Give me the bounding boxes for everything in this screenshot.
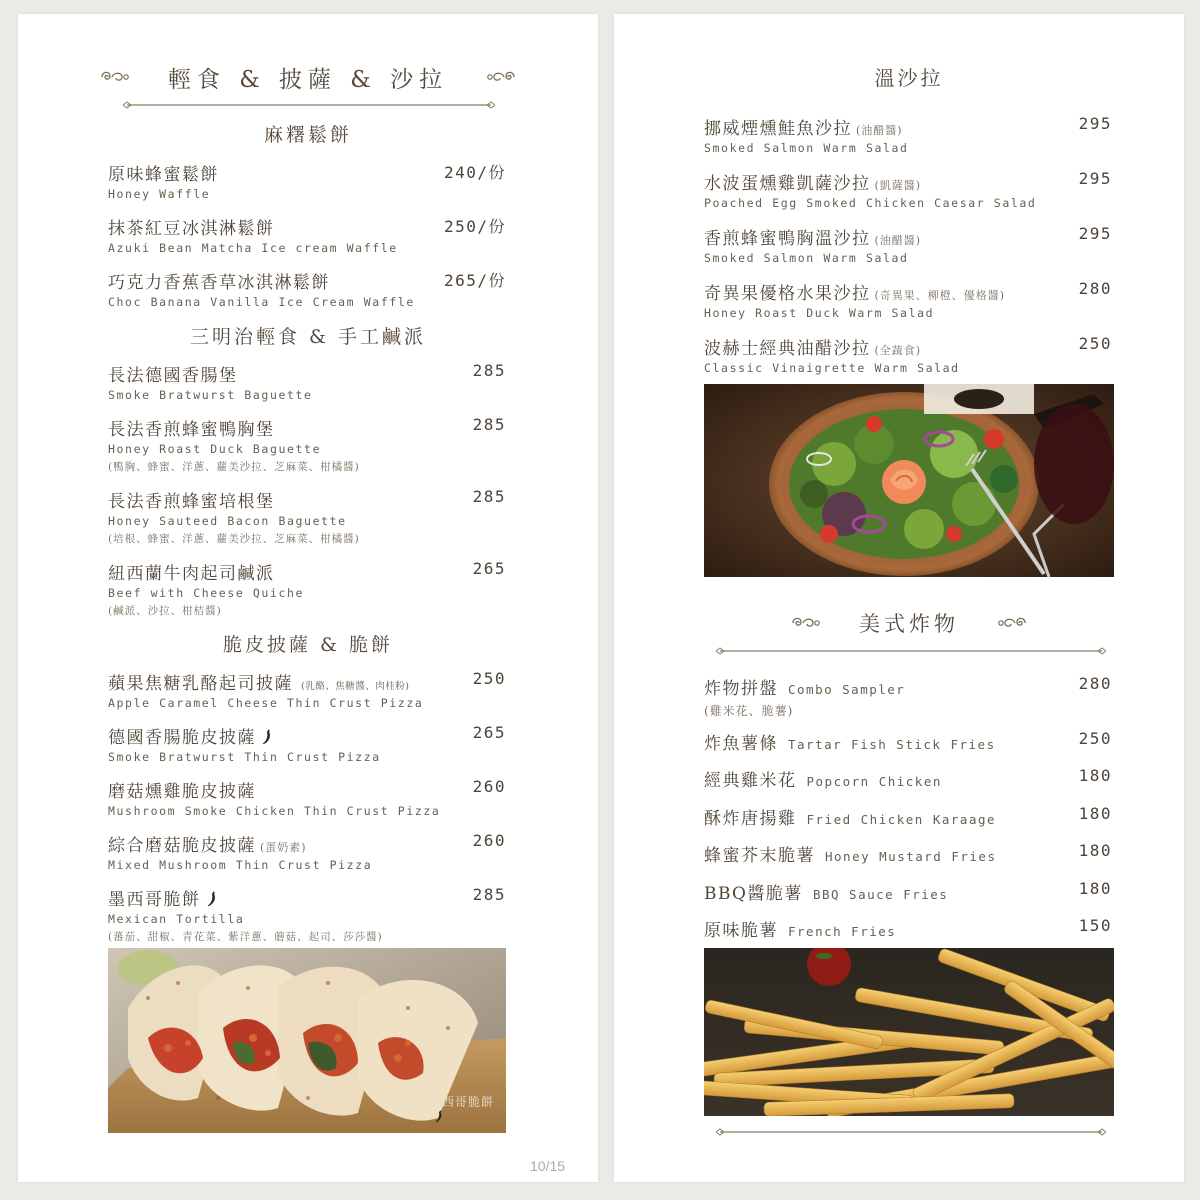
menu-item — [108, 487, 360, 546]
item-english: Honey Mustard Fries — [825, 849, 997, 864]
item-name: 挪威煙燻鮭魚沙拉 — [704, 119, 852, 139]
item-name: 蜂蜜芥末脆薯 — [704, 846, 815, 866]
item-english: Beef with Cheese Quiche — [108, 586, 305, 600]
item-name: 酥炸唐揚雞 — [704, 809, 797, 829]
menu-page-right — [614, 14, 1184, 1182]
item-name: 長法香煎蜂蜜鴨胸堡 — [108, 420, 275, 440]
item-name: 波赫士經典油醋沙拉 — [704, 339, 871, 359]
item-english: Honey Waffle — [108, 187, 211, 201]
item-name: 磨菇燻雞脆皮披薩 — [108, 782, 256, 802]
item-name: 經典雞米花 — [704, 771, 797, 791]
section-title-waffle: 麻糬鬆餅 — [263, 124, 352, 146]
menu-item — [704, 169, 1036, 210]
item-english: Popcorn Chicken — [806, 774, 942, 789]
menu-item — [108, 723, 381, 764]
ornament-right-icon — [997, 615, 1027, 631]
item-price: 295 — [1078, 114, 1112, 133]
item-price: 250 — [1078, 334, 1112, 353]
item-name: 炸物拼盤 — [704, 679, 778, 699]
menu-item — [108, 268, 415, 309]
item-price: 265 — [472, 723, 506, 742]
item-name: 墨西哥脆餅 — [108, 890, 201, 910]
item-tag: (全蔬食) — [874, 344, 922, 357]
item-english: Mixed Mushroom Thin Crust Pizza — [108, 858, 373, 872]
item-price: 150 — [1078, 916, 1112, 935]
menu-item — [704, 804, 996, 829]
item-tag: (油醋醬) — [856, 124, 903, 137]
item-english: Smoke Bratwurst Thin Crust Pizza — [108, 750, 381, 764]
ornament-left-icon — [791, 615, 821, 631]
item-english: Poached Egg Smoked Chicken Caesar Salad — [704, 196, 1037, 210]
left-header — [18, 62, 598, 92]
menu-item — [108, 160, 219, 201]
menu-item — [704, 729, 996, 754]
spicy-chili-icon — [435, 1110, 443, 1123]
left-header-title: 輕食 & 披薩 & 沙拉 — [167, 66, 449, 93]
fried-divider — [716, 646, 1106, 656]
item-english: Smoked Salmon Warm Salad — [704, 141, 909, 155]
item-english: Tartar Fish Stick Fries — [788, 737, 996, 752]
item-english: Honey Sauteed Bacon Baguette — [108, 514, 347, 528]
menu-page-left — [18, 14, 598, 1182]
menu-item — [704, 841, 997, 866]
menu-item — [704, 766, 942, 791]
header-divider — [123, 100, 495, 110]
item-ingredients: (培根、蜂蜜、洋蔥、蘿美沙拉、芝麻菜、柑橘醬) — [108, 533, 360, 545]
item-price: 285 — [472, 885, 506, 904]
item-english: BBQ Sauce Fries — [812, 887, 949, 902]
item-tag: (油醋醬) — [874, 234, 922, 247]
tortilla-photo — [108, 948, 506, 1133]
item-ingredients: (蕃茄、甜椒、青花菜、紫洋蔥、蘑菇、起司、莎莎醬) — [108, 931, 383, 943]
item-name: 紐西蘭牛肉起司鹹派 — [108, 564, 275, 584]
section-title-pizza: 脆皮披薩 & 脆餅 — [223, 634, 393, 656]
item-english: Apple Caramel Cheese Thin Crust Pizza — [108, 696, 424, 710]
item-tag: (乳酪、焦糖醬、肉桂粉) — [301, 681, 410, 692]
page-indicator: 10/15 — [530, 1158, 566, 1174]
item-tag: (奇異果、柳橙、優格醬) — [874, 289, 1006, 302]
photo-caption: 墨西哥脆餅 — [428, 1095, 494, 1109]
footer-divider — [716, 1127, 1106, 1137]
menu-item — [108, 777, 440, 818]
item-name: 蘋果焦糖乳酪起司披薩 — [108, 674, 293, 694]
menu-item — [704, 114, 909, 155]
item-price: 180 — [1078, 841, 1112, 860]
menu-item — [704, 674, 905, 719]
menu-item — [704, 916, 896, 941]
item-name: 原味脆薯 — [704, 921, 778, 941]
item-name: 巧克力香蕉香草冰淇淋鬆餅 — [108, 273, 330, 293]
item-name: 長法香煎蜂蜜培根堡 — [108, 492, 275, 512]
menu-item — [108, 885, 383, 944]
item-ingredients: (雞米花、脆薯) — [704, 704, 794, 718]
item-name: BBQ醬脆薯 — [704, 884, 803, 904]
menu-item — [704, 879, 948, 904]
spicy-chili-icon — [262, 729, 272, 745]
item-english: Honey Roast Duck Warm Salad — [704, 306, 935, 320]
item-english: Fried Chicken Karaage — [806, 812, 997, 827]
item-price: 260 — [472, 777, 506, 796]
section-title-warm-salad: 溫沙拉 — [874, 66, 944, 90]
item-price: 250 — [1078, 729, 1112, 748]
item-name: 奇異果優格水果沙拉 — [704, 284, 871, 304]
item-name: 抹茶紅豆冰淇淋鬆餅 — [108, 219, 275, 239]
menu-item — [108, 669, 423, 710]
item-price: 295 — [1078, 224, 1112, 243]
item-ingredients: (鴨胸、蜂蜜、洋蔥、蘿美沙拉、芝麻菜、柑橘醬) — [108, 461, 360, 473]
fried-header — [704, 608, 1114, 638]
salad-photo — [704, 384, 1114, 577]
item-english: Combo Sampler — [788, 682, 906, 697]
item-name: 長法德國香腸堡 — [108, 366, 238, 386]
item-english: French Fries — [788, 924, 897, 939]
item-price: 265 — [472, 559, 506, 578]
ornament-right-icon — [486, 69, 516, 85]
menu-item — [108, 831, 372, 872]
item-price: 240/份 — [443, 163, 506, 182]
item-english: Mushroom Smoke Chicken Thin Crust Pizza — [108, 804, 441, 818]
item-price: 285 — [472, 487, 506, 506]
menu-item — [704, 224, 921, 265]
menu-item — [108, 559, 304, 618]
item-tag: (凱薩醬) — [874, 179, 922, 192]
item-price: 250 — [472, 669, 506, 688]
item-english: Classic Vinaigrette Warm Salad — [704, 361, 960, 375]
section-title-sandwich: 三明治輕食 & 手工鹹派 — [190, 326, 426, 348]
item-price: 250/份 — [443, 217, 506, 236]
item-price: 265/份 — [443, 271, 506, 290]
item-price: 295 — [1078, 169, 1112, 188]
item-english: Smoked Salmon Warm Salad — [704, 251, 909, 265]
item-price: 180 — [1078, 766, 1112, 785]
item-price: 280 — [1078, 279, 1112, 298]
menu-item — [108, 361, 313, 402]
ornament-left-icon — [100, 69, 130, 85]
menu-item — [108, 214, 398, 255]
item-english: Honey Roast Duck Baguette — [108, 442, 322, 456]
item-price: 180 — [1078, 879, 1112, 898]
item-name: 炸魚薯條 — [704, 734, 778, 754]
item-price: 180 — [1078, 804, 1112, 823]
item-name: 原味蜂蜜鬆餅 — [108, 165, 219, 185]
menu-item — [108, 415, 360, 474]
item-price: 260 — [472, 831, 506, 850]
item-english: Choc Banana Vanilla Ice Cream Waffle — [108, 295, 415, 309]
fried-header-title: 美式炸物 — [859, 612, 959, 636]
item-tag: (蛋奶素) — [260, 841, 307, 854]
item-ingredients: (鹹派、沙拉、柑桔醬) — [108, 605, 222, 617]
menu-item — [704, 279, 1005, 320]
item-english: Smoke Bratwurst Baguette — [108, 388, 313, 402]
item-price: 285 — [472, 361, 506, 380]
item-price: 280 — [1078, 674, 1112, 693]
item-name: 德國香腸脆皮披薩 — [108, 728, 256, 748]
item-english: Azuki Bean Matcha Ice cream Waffle — [108, 241, 398, 255]
item-price: 285 — [472, 415, 506, 434]
menu-item — [704, 334, 960, 375]
item-name: 香煎蜂蜜鴨胸溫沙拉 — [704, 229, 871, 249]
item-name: 綜合磨菇脆皮披薩 — [108, 836, 256, 856]
item-english: Mexican Tortilla — [108, 912, 245, 926]
item-name: 水波蛋燻雞凱薩沙拉 — [704, 174, 871, 194]
fries-photo — [704, 948, 1114, 1116]
spicy-chili-icon — [207, 891, 217, 907]
